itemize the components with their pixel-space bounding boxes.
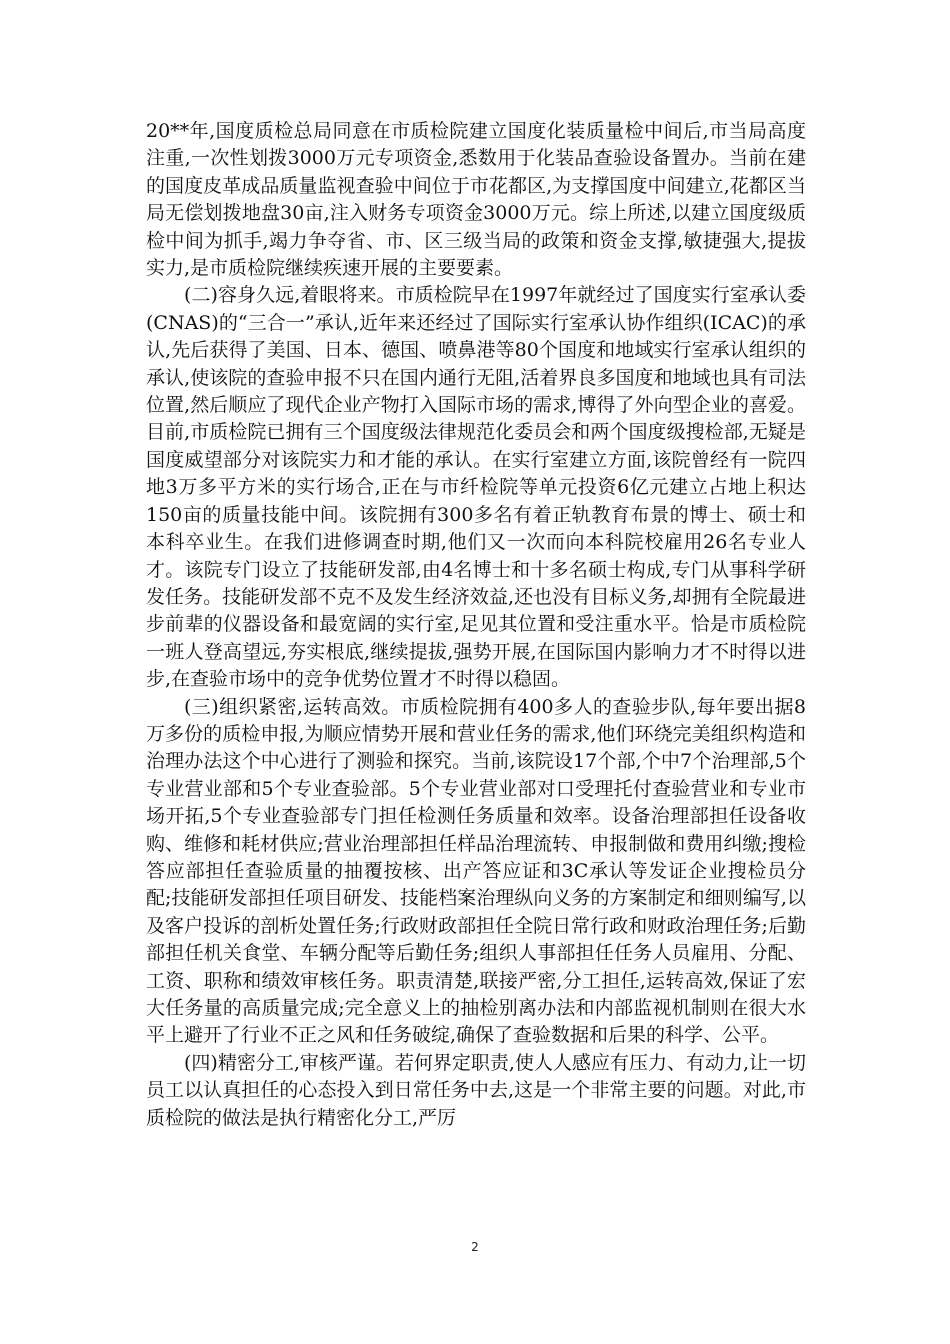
paragraph-2: (二)容身久远,着眼将来。市质检院早在1997年就经过了国度实行室承认委(CNAS)的“三合一”承认,近年来还经过了国际实行室承认协作组织(ICAC)的承认,先后获得了美国、日本、德国、喷鼻港等80个国度和地域实行室承认组织的承认,使该院的查验申报不只在国内通行无阻,活着界良多国度和地域也具有司法位置,然后顺应了现代企业产物打入国际市场的需求,博得了外向型企业的喜爱。目前,市质检院已拥有三个国度级法律规范化委员会和两个国度级搜检部,无疑是国度威望部分对该院实力和才能的承认。在实行室建立方面,该院曾经有一院四地3万多平方米的实行场合,正在与市纤检院等单元投资6亿元建立占地上积达150亩的质量技能中间。该院拥有300多名有着正轨教育布景的博士、硕士和本科卒业生。在我们进修调查时期,他们又一次而向本科院校雇用26名专业人才。该院专门设立了技能研发部,由4名博士和十多名硕士构成,专门从事科学研发任务。技能研发部不克不及发生经济效益,还也没有目标义务,却拥有全院最进步前辈的仪器设备和最宽阔的实行室,足见其位置和受注重水平。恰是市质检院一班人登高望远,夯实根底,继续提拔,强势开展,在国际国内影响力才不时得以进步,在查验市场中的竞争优势位置才不时得以稳固。 [146,284,806,691]
document-body [146,118,806,1132]
paragraph-4: (四)精密分工,审核严谨。若何界定职责,使人人感应有压力、有动力,让一切员工以认真担任的心态投入到日常任务中去,这是一个非常主要的问题。对此,市质检院的做法是执行精密化分工,严厉 [146,1051,806,1129]
paragraph-1: 20**年,国度质检总局同意在市质检院建立国度化装质量检中间后,市当局高度注重,一次性划拨3000万元专项资金,悉数用于化装品查验设备置办。当前在建的国度皮革成品质量监视查验中间位于市花都区,为支撑国度中间建立,花都区当局无偿划拨地盘30亩,注入财务专项资金3000万元。综上所述,以建立国度级质检中间为抓手,竭力争夺省、市、区三级当局的政策和资金支撑,敏捷强大,提拔实力,是市质检院继续疾速开展的主要要素。 [146,120,806,280]
paragraph-3: (三)组织紧密,运转高效。市质检院拥有400多人的查验步队,每年要出据8万多份的质检申报,为顺应情势开展和营业任务的需求,他们环绕完美组织构造和治理办法这个中心进行了测验和探究。当前,该院设17个部,个中7个治理部,5个专业营业部和5个专业查验部。5个专业营业部对口受理托付查验营业和专业市场开拓,5个专业查验部专门担任检测任务质量和效率。设备治理部担任设备收购、维修和耗材供应;营业治理部担任样品治理流转、申报制做和费用纠缴;搜检答应部担任查验质量的抽覆按核、出产答应证和3C承认等发证企业搜检员分配;技能研发部担任项目研发、技能档案治理纵向义务的方案制定和细则编写,以及客户投诉的剖析处置任务;行政财政部担任全院日常行政和财政治理任务;后勤部担任机关食堂、车辆分配等后勤任务;组织人事部担任任务人员雇用、分配、工资、职称和绩效审核任务。职责清楚,联接严密,分工担任,运转高效,保证了宏大任务量的高质量完成;完全意义上的抽检别离办法和内部监视机制则在很大水平上避开了行业不正之风和任务破绽,确保了查验数据和后果的科学、公平。 [146,695,806,1047]
page-number: 2 [471,1240,479,1254]
